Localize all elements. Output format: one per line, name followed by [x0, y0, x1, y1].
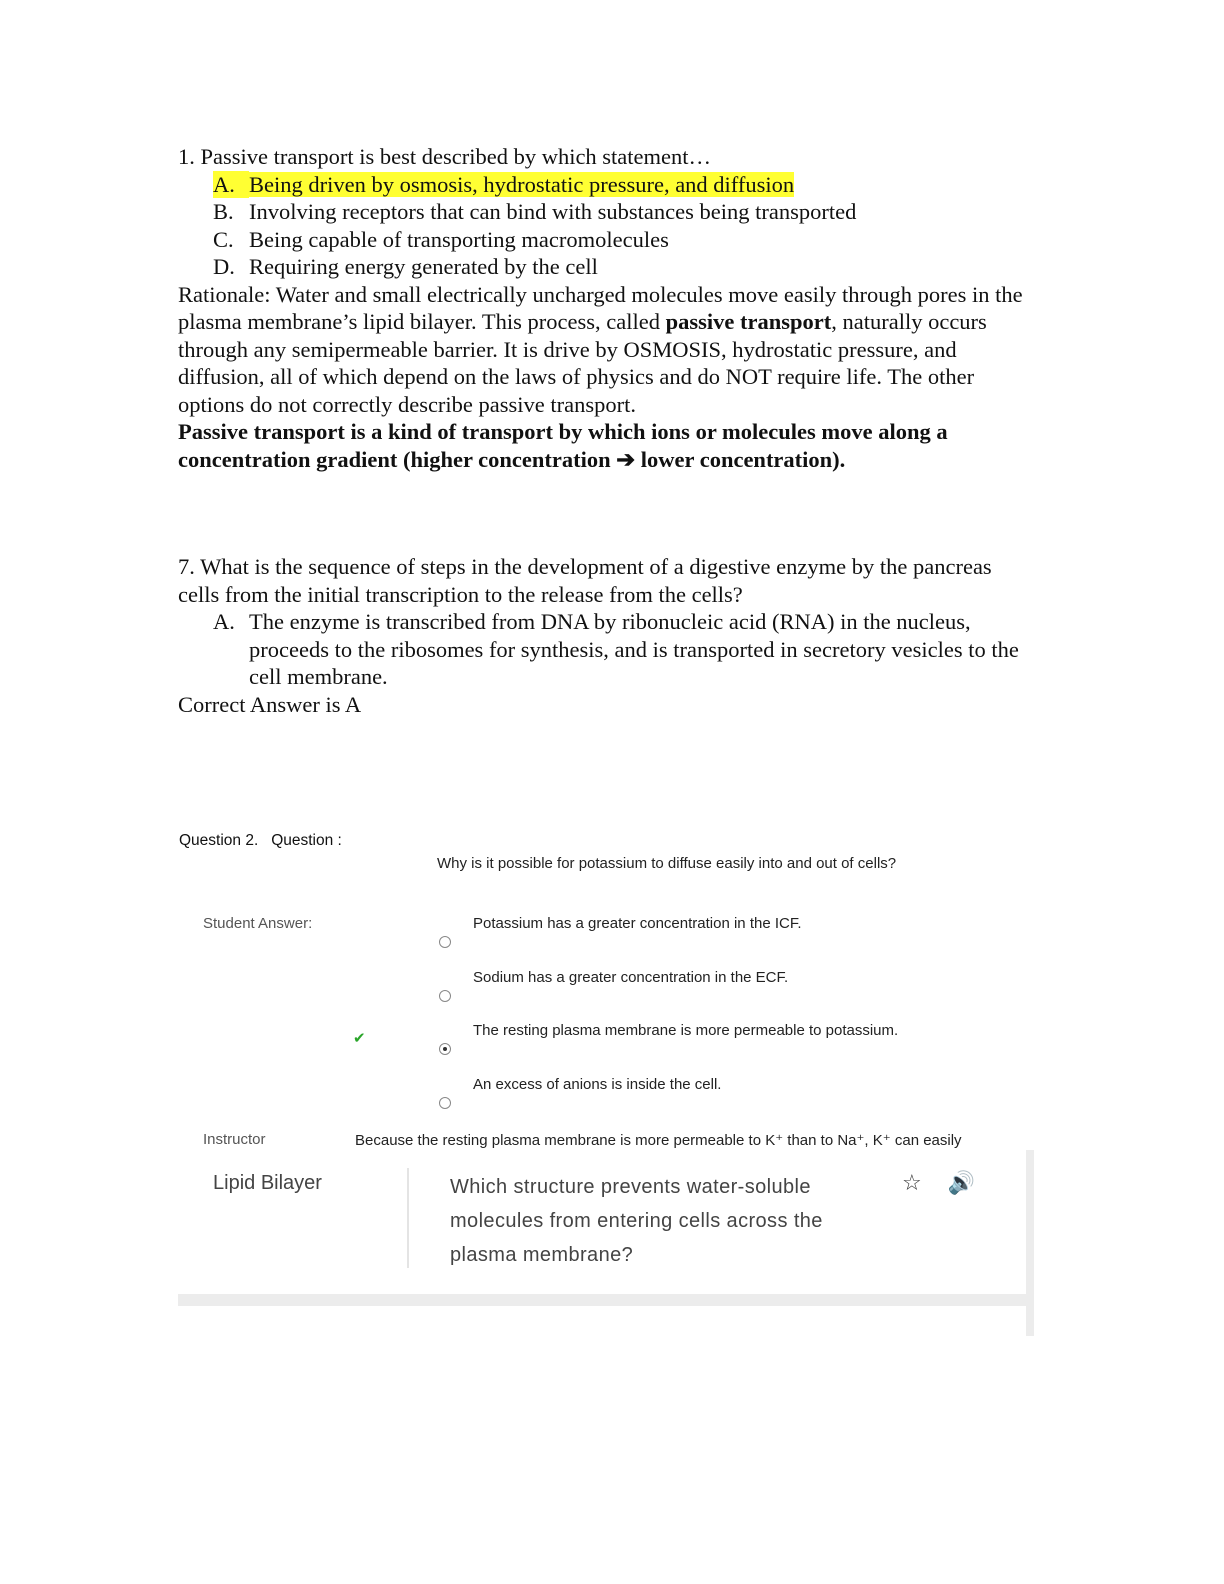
option-text-highlighted: Being driven by osmosis, hydrostatic pressure, and diffusion	[249, 171, 795, 197]
question-7	[178, 553, 1038, 718]
check-icon: ✔	[353, 1030, 366, 1047]
option-text: The enzyme is transcribed from DNA by ribonucleic acid (RNA) in the nucleus, proceeds to the ribosomes for synthesis, and is transported in secretory vesicles to the cell membrane.	[249, 609, 1019, 689]
question-1	[178, 143, 1038, 473]
student-answer-label: Student Answer:	[203, 915, 313, 932]
radio-option-2[interactable]	[439, 990, 451, 1002]
speaker-icon[interactable]: 🔊	[947, 1170, 976, 1195]
option-letter: A.	[213, 609, 235, 634]
option-a	[213, 608, 1038, 691]
flashcard-bottom-border	[178, 1294, 1028, 1306]
instructor-label: Instructor	[203, 1131, 266, 1148]
option-text: Involving receptors that can bind with substances being transported	[249, 199, 857, 224]
answer-option-2: Sodium has a greater concentration in the ECF.	[473, 969, 789, 986]
answer-option-3: The resting plasma membrane is more permeable to potassium.	[473, 1022, 899, 1039]
flashcard-actions	[902, 1170, 995, 1196]
rationale-text: Rationale: Water and small electrically uncharged molecules move easily through pores in the plasma membrane’s lipid bilayer. This process, called	[178, 281, 1023, 334]
quiz-header: Question 2. Question :	[179, 832, 342, 849]
question-7-text: 7. What is the sequence of steps in the development of a digestive enzyme by the pancreas cells from the initial transcription to the release from the cells?	[178, 554, 992, 607]
star-icon[interactable]: ☆	[902, 1170, 922, 1195]
radio-option-3-selected[interactable]	[439, 1043, 451, 1055]
quiz-question: Why is it possible for potassium to diffuse easily into and out of cells?	[437, 855, 897, 872]
option-letter: D.	[213, 254, 235, 279]
option-letter: B.	[213, 199, 234, 224]
question-1-text: 1. Passive transport is best described by which statement…	[178, 144, 712, 169]
flashcard-divider	[407, 1168, 409, 1268]
arrow-icon: ➔	[616, 446, 636, 472]
summary-text-end: lower concentration).	[635, 446, 846, 472]
answer-option-4: An excess of anions is inside the cell.	[473, 1076, 722, 1093]
option-d	[213, 253, 1038, 281]
option-text: Being capable of transporting macromolecules	[249, 226, 669, 252]
option-c	[213, 226, 1038, 254]
option-text: Requiring energy generated by the cell	[249, 254, 598, 279]
radio-option-4[interactable]	[439, 1097, 451, 1109]
answer-option-1: Potassium has a greater concentration in the ICF.	[473, 915, 802, 932]
summary-text: Passive transport is a kind of transport by which ions or molecules move along a concentration gradient (higher concentration	[178, 419, 948, 472]
radio-option-1[interactable]	[439, 936, 451, 948]
question-1-options	[178, 171, 1038, 281]
rationale-text-end: , naturally occurs through any semipermeable barrier. It is drive by OSMOSIS, hydrostatic pressure, and diffusion, all of which depend on the laws of physics and do NOT require life. The other options do not correctly describe passive transport.	[178, 309, 987, 417]
instructor-feedback: Because the resting plasma membrane is more permeable to K⁺ than to Na⁺, K⁺ can easily	[355, 1132, 962, 1149]
option-letter: C.	[213, 226, 234, 252]
option-letter: A.	[213, 171, 249, 199]
rationale-bold: passive transport	[665, 309, 832, 334]
option-a	[213, 171, 1038, 199]
option-b	[213, 198, 1038, 226]
rationale	[178, 281, 1038, 419]
flashcard-term: Lipid Bilayer	[213, 1172, 322, 1194]
flashcard-definition: Which structure prevents water-soluble molecules from entering cells across the plasma membrane?	[450, 1176, 823, 1266]
flashcard-right-border	[1026, 1150, 1034, 1336]
correct-answer: Correct Answer is A	[178, 691, 362, 717]
summary	[178, 418, 1038, 473]
